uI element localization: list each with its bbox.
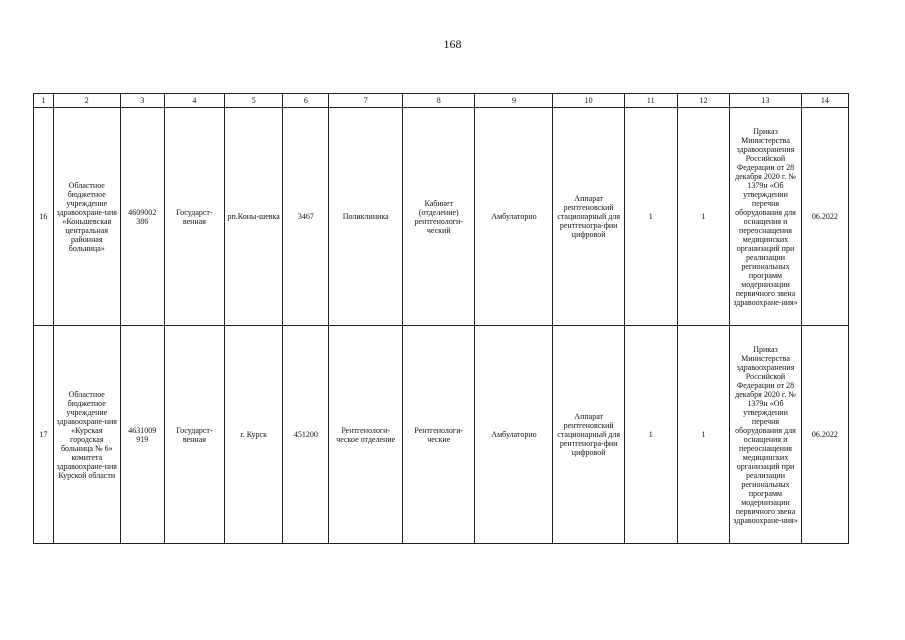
cabinet: Рентгенологи-ческие xyxy=(403,326,475,544)
header-cell: 3 xyxy=(120,94,164,108)
header-cell: 8 xyxy=(403,94,475,108)
care-mode: Амбулаторно xyxy=(475,108,553,326)
header-cell: 11 xyxy=(624,94,677,108)
equipment: Аппарат рентгеновский стационарный для рентгеногра-фии цифровой xyxy=(553,326,624,544)
header-cell: 7 xyxy=(329,94,403,108)
row-number: 17 xyxy=(34,326,54,544)
header-cell: 10 xyxy=(553,94,624,108)
quantity-cell: 1 xyxy=(624,326,677,544)
table-header-row xyxy=(34,94,849,108)
equipment: Аппарат рентгеновский стационарный для рентгеногра-фии цифровой xyxy=(553,108,624,326)
table-row xyxy=(34,326,849,544)
header-cell: 14 xyxy=(801,94,848,108)
cabinet: Кабинет (отделение) рентгенологи-ческий xyxy=(403,108,475,326)
header-cell: 1 xyxy=(34,94,54,108)
quantity-cell: 1 xyxy=(624,108,677,326)
header-cell: 2 xyxy=(53,94,120,108)
due-date: 06.2022 xyxy=(801,108,848,326)
ownership-form: Государст-венная xyxy=(164,326,224,544)
page-number: 168 xyxy=(443,37,462,51)
quantity-cell: 1 xyxy=(677,108,730,326)
organization-name: Областное бюджетное учреждение здравоохране-ния «Курская городская больница № 6» комитета здравоохране-ния Курской области xyxy=(53,326,120,544)
quantity-cell: 1 xyxy=(677,326,730,544)
header-cell: 12 xyxy=(677,94,730,108)
data-table xyxy=(33,93,849,544)
locality: г. Курск xyxy=(225,326,283,544)
inn-code: 4631009 919 xyxy=(120,326,164,544)
subdivision: Рентгенологи-ческое отделение xyxy=(329,326,403,544)
subdivision: Поликлиника xyxy=(329,108,403,326)
legal-basis: Приказ Министерства здравоохранения Российской Федерации от 28 декабря 2020 г. № 1379н «Об утверждении перечня оборудования для оснащения и переоснащения медицинских организаций при реализации региональных программ модернизации первичного звена здравоохране-ния» xyxy=(730,326,801,544)
due-date: 06.2022 xyxy=(801,326,848,544)
header-cell: 6 xyxy=(283,94,329,108)
row-number: 16 xyxy=(34,108,54,326)
organization-name: Областное бюджетное учреждение здравоохране-ния «Коньшевская центральная районная больница» xyxy=(53,108,120,326)
locality-code: 3467 xyxy=(283,108,329,326)
header-cell: 5 xyxy=(225,94,283,108)
locality: рп.Коны-шевка xyxy=(225,108,283,326)
table-row xyxy=(34,108,849,326)
header-cell: 4 xyxy=(164,94,224,108)
inn-code: 4609002 386 xyxy=(120,108,164,326)
locality-code: 451200 xyxy=(283,326,329,544)
legal-basis: Приказ Министерства здравоохранения Российской Федерации от 28 декабря 2020 г. № 1379н «Об утверждении перечня оборудования для оснащения и переоснащения медицинских организаций при реализации региональных программ модернизации первичного звена здравоохране-ния» xyxy=(730,108,801,326)
header-cell: 13 xyxy=(730,94,801,108)
care-mode: Амбулаторно xyxy=(475,326,553,544)
ownership-form: Государст-венная xyxy=(164,108,224,326)
header-cell: 9 xyxy=(475,94,553,108)
